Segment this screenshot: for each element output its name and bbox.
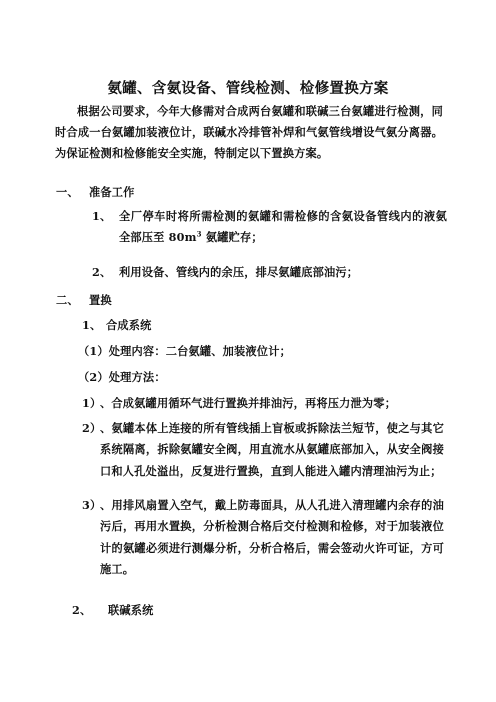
part-2 xyxy=(78,367,166,388)
subsection-1-title: 合成系统 xyxy=(106,318,152,332)
subsection-2-heading xyxy=(72,600,154,621)
prep-item-2-text: 利用设备、管线内的余压，排尽氨罐底部油污； xyxy=(119,265,359,279)
step-3 xyxy=(82,495,444,580)
step-1-text: 、合成氨罐用循环气进行置换并排油污，再将压力泄为零； xyxy=(100,396,397,410)
subsection-2-number: 2、 xyxy=(72,603,92,617)
part-2-number: （2） xyxy=(78,370,109,384)
part-2-text: 处理方法： xyxy=(108,370,166,384)
intro-paragraph: 根据公司要求，今年大修需对合成两台氨罐和联碱三台氨罐进行检测，同时合成一台氨罐加装液位计，联碱水冷排管补焊和气氨管线增设气氨分离器。为保证检测和检修能安全实施，特制定以下置换方案。 xyxy=(55,104,443,160)
section-2-number: 二、 xyxy=(56,293,79,307)
section-1-number: 一、 xyxy=(56,185,79,199)
part-1 xyxy=(78,341,291,362)
part-1-text: 处理内容：二台氨罐、加装液位计； xyxy=(108,344,291,358)
prep-item-1-text: 全厂停车时将所需检测的氨罐和需检修的含氨设备管线内的液氨全部压至 $80m^3$ 氨罐贮存； xyxy=(119,209,447,245)
step-2-number: 2） xyxy=(82,421,102,435)
document-title: 氨罐、含氨设备、管线检测、检修置换方案 xyxy=(107,80,389,97)
prep-item-2-number: 2、 xyxy=(92,265,112,279)
subsection-2-title: 联碱系统 xyxy=(108,603,154,617)
section-1-title: 准备工作 xyxy=(89,185,135,199)
section-1-heading xyxy=(56,182,135,203)
section-2-title: 置换 xyxy=(89,293,112,307)
step-3-text: 、用排风扇置入空气，戴上防毒面具，从人孔进入清理罐内余存的油污后，再用水置换，分析检测合格后交付检测和检修，对于加装液位计的氨罐必须进行测爆分析，分析合格后，需会签动火许可证，方可施工。 xyxy=(100,498,444,576)
step-1-number: 1） xyxy=(82,396,102,410)
subsection-1-heading xyxy=(82,315,152,336)
prep-item-2 xyxy=(92,262,358,283)
step-3-number: 3） xyxy=(82,498,102,512)
prep-item-1 xyxy=(92,206,447,249)
prep-item-1-number: 1、 xyxy=(92,209,112,223)
subsection-1-number: 1、 xyxy=(82,318,102,332)
step-1 xyxy=(82,393,396,414)
part-1-number: （1） xyxy=(78,344,109,358)
step-2 xyxy=(82,418,444,482)
step-2-text: 、氨罐本体上连接的所有管线插上盲板或拆除法兰短节，使之与其它系统隔离，拆除氨罐安全阀，用直流水从氨罐底部加入，从安全阀接口和人孔处溢出，反复进行置换，直到人能进入罐内清理油污为止； xyxy=(100,421,444,478)
section-2-heading xyxy=(56,290,112,311)
